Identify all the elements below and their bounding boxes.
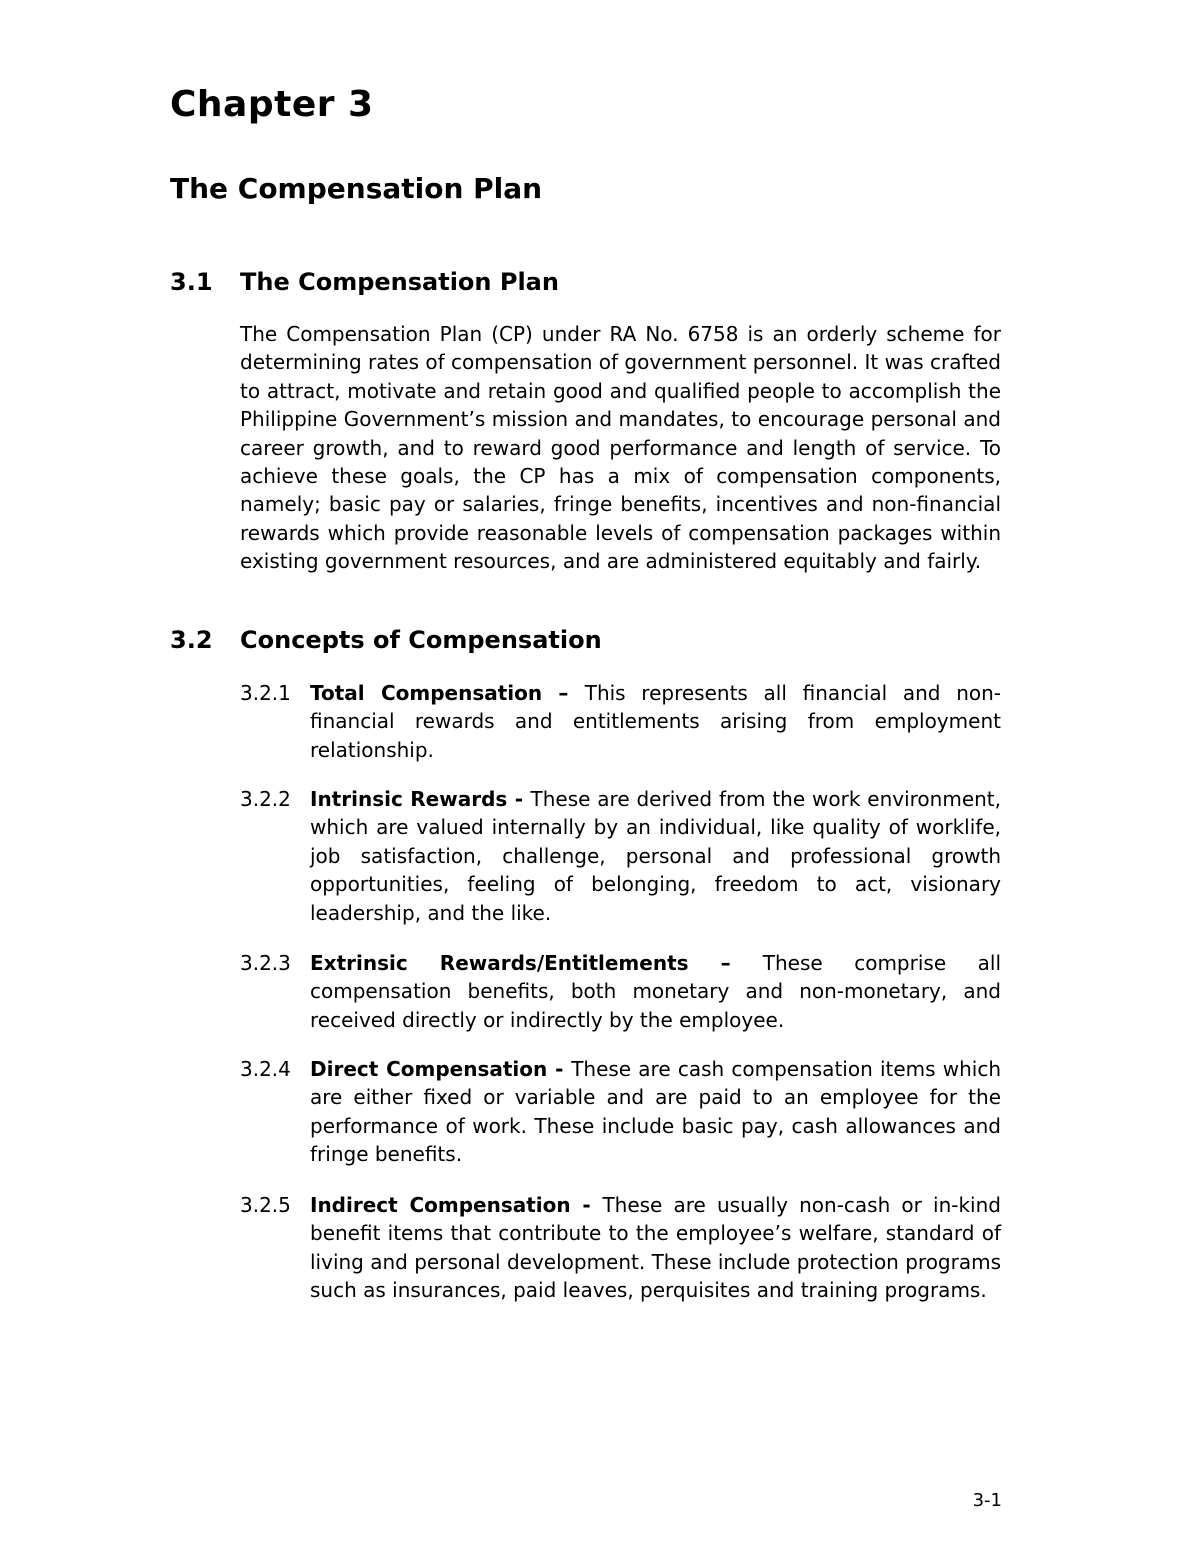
- section-number: 3.2: [170, 626, 213, 654]
- item-text: These are derived from the work environment, which are valued internally by an individual, like quality of worklife, job satisfaction, challenge, personal and professional growth opportunities, feeling of belonging, freedom to act, visionary leadership, and the like.: [310, 787, 1001, 925]
- item-number: 3.2.2: [240, 787, 291, 811]
- item-text: These comprise all compensation benefits, both monetary and non-monetary, and received directly or indirectly by the employee.: [310, 951, 1002, 1032]
- item-term: Indirect Compensation: [310, 1193, 571, 1217]
- item-separator: -: [570, 1193, 603, 1217]
- item-separator: -: [507, 787, 531, 811]
- item-term: Intrinsic Rewards: [310, 787, 508, 811]
- item-separator: –: [688, 951, 763, 975]
- section-heading-3-2: [170, 626, 602, 654]
- item-text: These are usually non-cash or in-kind benefit items that contribute to the employee’s welfare, standard of living and personal development. These include protection programs such as insurances, paid leaves, perquisites and training programs.: [310, 1193, 1002, 1303]
- section-body-paragraph: The Compensation Plan (CP) under RA No. 6758 is an orderly scheme for determining rates of compensation of government personnel. It was crafted to attract, motivate and retain good and qualified people to accomplish the Philippine Government’s mission and mandates, to encourage personal and career growth, and to reward good performance and length of service. To achieve these goals, the CP has a mix of compensation components, namely; basic pay or salaries, fringe benefits, incentives and non-financial rewards which provide reasonable levels of compensation packages within existing government resources, and are administered equitably and fairly.: [240, 322, 1002, 574]
- item-number: 3.2.4: [240, 1057, 291, 1081]
- concept-item-direct-compensation: [240, 1055, 1001, 1169]
- concept-item-indirect-compensation: [240, 1191, 1001, 1305]
- item-term: Extrinsic Rewards/Entitlements: [310, 951, 689, 975]
- item-separator: –: [542, 681, 585, 705]
- item-term: Total Compensation: [310, 681, 543, 705]
- item-number: 3.2.5: [240, 1193, 291, 1217]
- section-number: 3.1: [170, 268, 213, 296]
- item-number: 3.2.3: [240, 951, 291, 975]
- concept-item-intrinsic-rewards: [240, 785, 1001, 927]
- page-number: 3-1: [972, 1490, 1002, 1511]
- concept-item-total-compensation: [240, 679, 1001, 764]
- item-separator: -: [547, 1057, 572, 1081]
- section-title: The Compensation Plan: [240, 268, 559, 296]
- section-heading-3-1: [170, 268, 559, 296]
- item-term: Direct Compensation: [310, 1057, 548, 1081]
- item-text: These are cash compensation items which are either fixed or variable and are paid to an employee for the performance of work. These include basic pay, cash allowances and fringe benefits.: [310, 1057, 1002, 1167]
- chapter-title: Chapter 3: [170, 84, 374, 125]
- item-text: This represents all financial and non-financial rewards and entitlements arising from employment relationship.: [310, 681, 1001, 762]
- chapter-subtitle: The Compensation Plan: [170, 172, 543, 205]
- concept-item-extrinsic-rewards: [240, 949, 1001, 1034]
- section-title: Concepts of Compensation: [240, 626, 602, 654]
- item-number: 3.2.1: [240, 681, 291, 705]
